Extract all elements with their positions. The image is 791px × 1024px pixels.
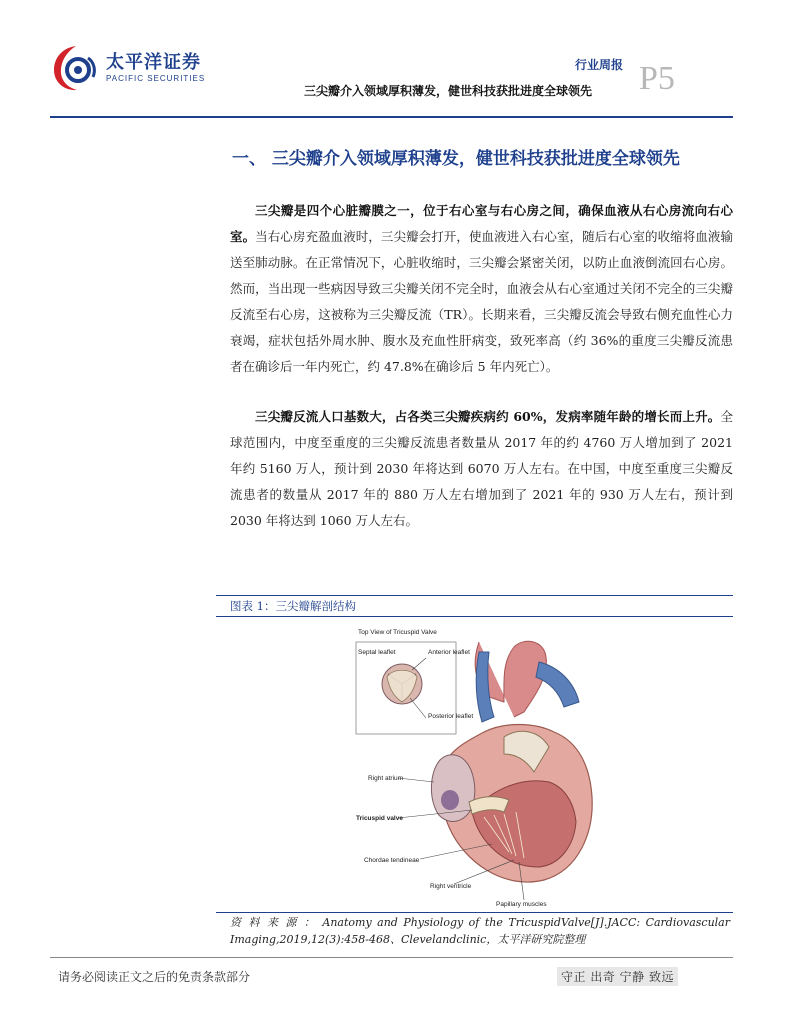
label-right-atrium: Right atrium	[368, 775, 404, 782]
paragraph-lead-bold: 三尖瓣反流人口基数大，占各类三尖瓣疾病约 60%，发病率随年龄的增长而上升。	[255, 409, 721, 424]
paragraph-body: 全球范围内，中度至重度的三尖瓣反流患者数量从 2017 年的约 4760 万人增加到了 2021 年约 5160 万人，预计到 2030 年将达到 6070 万人左右。在中国，中度至重度三尖瓣反流患者的数量从 2017 年的 880 万人左右增加到了 2021 年的 930 万人左右，预计到 2030 年将达到 1060 万人左右。	[230, 409, 733, 528]
figure-caption-divider	[216, 616, 733, 617]
figure-source-note: 资 料 来 源 ： Anatomy and Physiology of the TricuspidValve[J].JACC: Cardiovascular Imaging,2019,12(3):458-468、Clevelandclinic，太平洋研究院整理	[230, 916, 730, 946]
page-number: P5	[639, 60, 675, 97]
figure-top-divider	[216, 595, 733, 596]
label-tricuspid-valve: Tricuspid valve	[356, 815, 403, 822]
logo-english-name: PACIFIC SECURITIES	[106, 74, 206, 83]
inset-title: Top View of Tricuspid Valve	[358, 629, 437, 636]
paragraph-tricuspid-intro	[230, 198, 733, 380]
footer-divider	[50, 957, 733, 958]
label-septal-leaflet: Septal leaflet	[358, 649, 396, 656]
figure-bottom-divider	[216, 912, 733, 913]
paragraph-body: 当右心房充盈血液时，三尖瓣会打开，使血液进入右心室，随后右心室的收缩将血液输送至肺动脉。在正常情况下，心脏收缩时，三尖瓣会紧密关闭，以防止血液倒流回右心房。然而，当出现一些病因导致三尖瓣关闭不完全时，血液会从右心室通过关闭不完全的三尖瓣反流至右心房，这被称为三尖瓣反流（TR）。长期来看，三尖瓣反流会导致右侧充血性心力衰竭，症状包括外周水肿、腹水及充血性肝病变，致死率高（约 36%的重度三尖瓣反流患者在确诊后一年内死亡，约 47.8%在确诊后 5 年内死亡）。	[230, 229, 733, 374]
label-anterior-leaflet: Anterior leaflet	[428, 649, 470, 656]
footer-disclaimer: 请务必阅读正文之后的免责条款部分	[58, 970, 251, 984]
tricuspid-anatomy-illustration	[354, 622, 616, 910]
label-papillary-muscles: Papillary muscles	[496, 901, 547, 908]
paragraph-lead-bold: 三尖瓣是四个心脏瓣膜之一，位于右心室与右心房之间，确保血液从右心房流向右心室。	[230, 203, 733, 244]
report-category: 行业周报	[575, 58, 624, 72]
figure-caption: 图表 1：三尖瓣解剖结构	[230, 599, 356, 613]
footer-motto: 守正 出奇 宁静 致远	[557, 967, 678, 986]
logo-chinese-name: 太平洋证券	[106, 52, 201, 73]
section-heading: 一、 三尖瓣介入领域厚积薄发，健世科技获批进度全球领先	[232, 149, 680, 169]
paragraph-regurgitation-population	[230, 404, 733, 534]
label-right-ventricle: Right ventricle	[430, 883, 472, 890]
company-logo	[50, 42, 210, 94]
report-header-title: 三尖瓣介入领域厚积薄发，健世科技获批进度全球领先	[304, 84, 593, 98]
header-divider	[50, 116, 733, 118]
logo-mark-icon	[50, 42, 100, 94]
label-chordae-tendineae: Chordae tendineae	[364, 857, 420, 864]
label-posterior-leaflet: Posterior leaflet	[428, 713, 474, 720]
